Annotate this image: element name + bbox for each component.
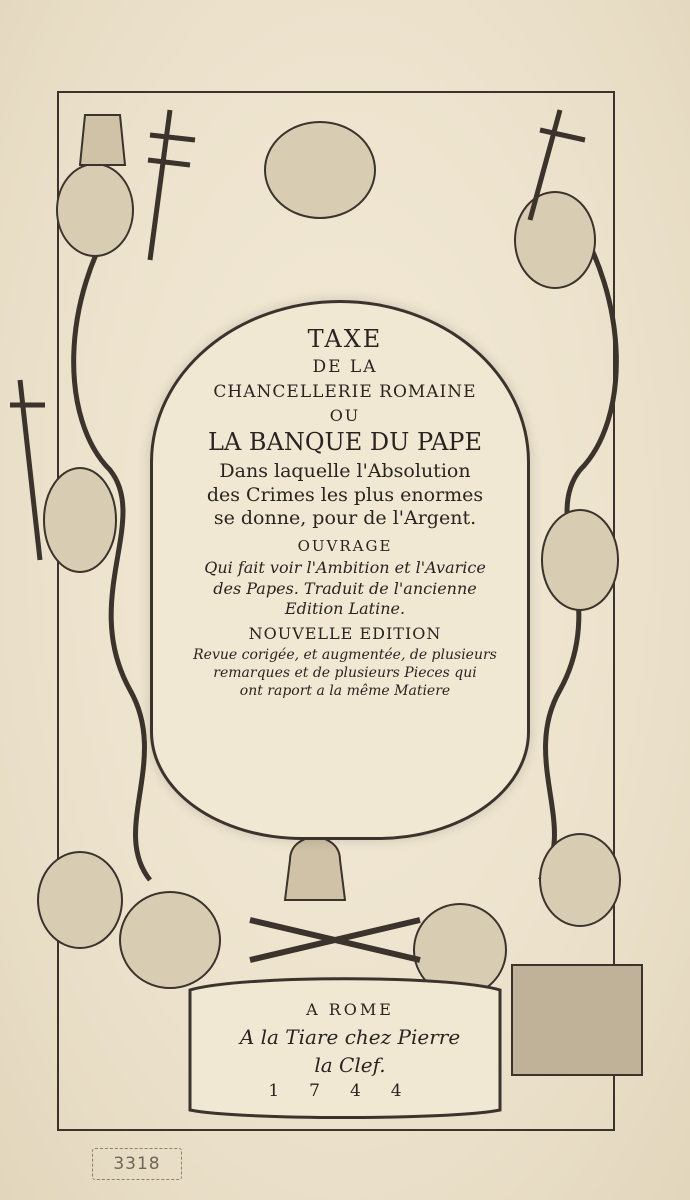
title-line-taxe: TAXE <box>307 325 383 353</box>
imprint-year: 1744 <box>268 1081 432 1101</box>
title-line-ambition: Qui fait voir l'Ambition et l'Avarice <box>204 558 486 578</box>
imprint-place: A ROME <box>306 1000 394 1019</box>
library-stamp: 3318 <box>92 1148 182 1180</box>
imprint-block <box>210 1000 490 1101</box>
title-line-ou: OU <box>329 405 361 425</box>
title-line-banque: LA BANQUE DU PAPE <box>208 428 482 457</box>
imprint-name: la Clef. <box>314 1053 386 1077</box>
title-line-revue: Revue corigée, et augmentée, de plusieurs <box>193 647 497 664</box>
title-line-crimes: des Crimes les plus enormes <box>206 483 484 506</box>
title-line-edition-latine: Edition Latine. <box>284 599 406 619</box>
title-line-ouvrage: OUVRAGE <box>297 537 393 556</box>
title-line-remarques: remarques et de plusieurs Pieces qui <box>213 665 477 682</box>
imprint-shop: A la Tiare chez Pierre <box>239 1025 461 1049</box>
title-text-block <box>140 326 550 701</box>
title-line-de-la: DE LA <box>312 356 378 377</box>
title-line-absolution: Dans laquelle l'Absolution <box>219 459 471 482</box>
title-line-nouvelle-edition: NOUVELLE EDITION <box>248 623 442 643</box>
title-line-chancellerie: CHANCELLERIE ROMAINE <box>213 382 477 403</box>
title-line-argent: se donne, pour de l'Argent. <box>213 507 477 530</box>
title-line-papes: des Papes. Traduit de l'ancienne <box>213 578 477 598</box>
title-line-matiere: ont raport a la même Matiere <box>239 683 451 700</box>
